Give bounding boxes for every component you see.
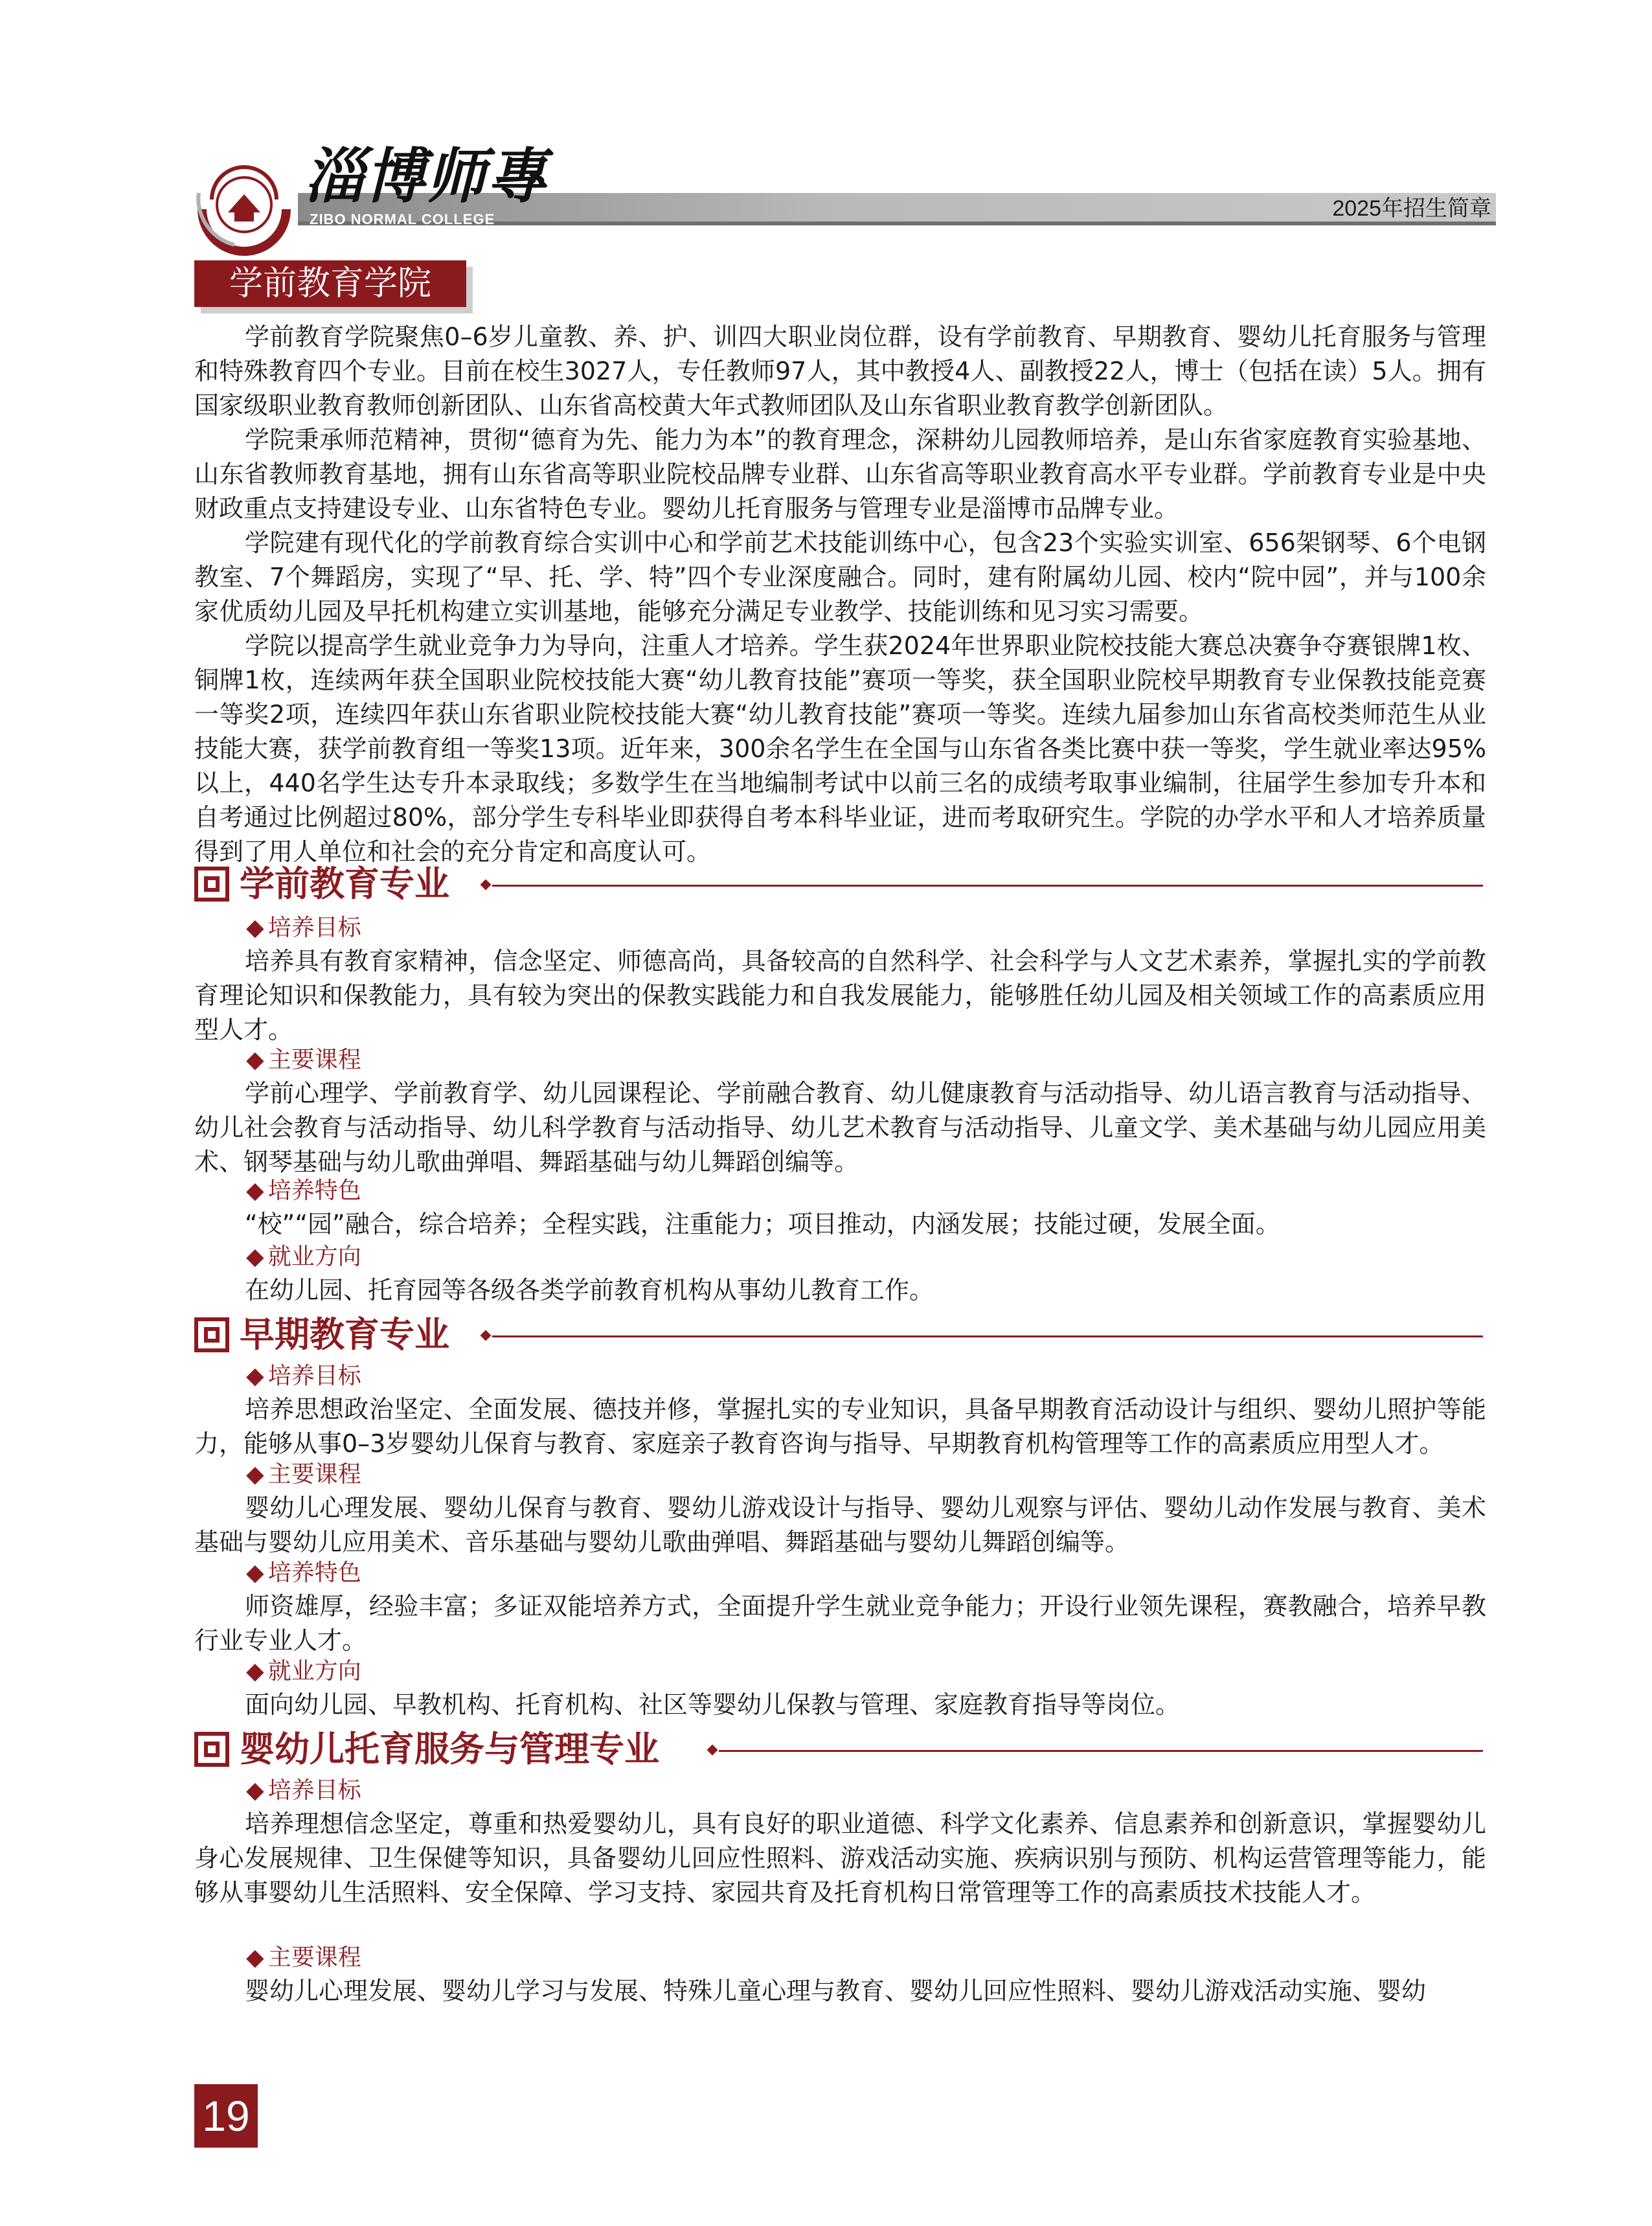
sub-heading-label: 主要课程 — [267, 1944, 361, 1971]
diamond-bullet-icon: ◆ — [246, 1047, 264, 1073]
sub-heading — [246, 1557, 361, 1589]
section-square-icon — [194, 867, 229, 902]
diamond-bullet-icon: ◆ — [246, 1461, 264, 1488]
sub-heading — [246, 1360, 361, 1392]
section-square-icon — [194, 1317, 229, 1352]
sub-heading — [246, 1459, 361, 1491]
major-text: 在幼儿园、托育园等各级各类学前教育机构从事幼儿教育工作。 — [245, 1276, 934, 1304]
college-logo-name: 淄博师專 — [304, 141, 549, 211]
page-number-box — [194, 2084, 258, 2148]
major-text: 培养理想信念坚定，尊重和热爱婴幼儿，具有良好的职业道德、科学文化素养、信息素养和创新意识，掌握婴幼儿身心发展规律、卫生保健等知识，具备婴幼儿回应性照料、游戏活动实施、疾病识别与预防、机构运营管理等能力，能够从事婴幼儿生活照料、安全保障、学习支持、家园共育及托育机构日常管理等工作的高素质技术技能人才。 — [194, 1810, 1486, 1907]
college-title-box — [194, 260, 466, 307]
intro-paragraph-3: 学院建有现代化的学前教育综合实训中心和学前艺术技能训练中心，包含23个实验实训室、656架钢琴、6个电钢教室、7个舞蹈房，实现了“早、托、学、特”四个专业深度融合。同时，建有附属幼儿园、校内“院中园”，并与100余家优质幼儿园及早托机构建立实训基地，能够充分满足专业教学、技能训练和见习实习需要。 — [194, 528, 1486, 626]
diamond-bullet-icon: ◆ — [246, 1363, 264, 1389]
major-text: “校”“园”融合，综合培养；全程实践，注重能力；项目推动，内涵发展；技能过硬，发展全面。 — [245, 1210, 1280, 1238]
diamond-bullet-icon: ◆ — [246, 1944, 264, 1971]
major-heading-early — [194, 1315, 1483, 1356]
diamond-bullet-icon: ◆ — [246, 1777, 264, 1804]
major-text: 面向幼儿园、早教机构、托育机构、社区等婴幼儿保教与管理、家庭教育指导等岗位。 — [245, 1690, 1181, 1719]
college-title: 学前教育学院 — [229, 264, 431, 303]
college-emblem-icon — [189, 148, 299, 258]
page-number: 19 — [202, 2092, 250, 2140]
major-heading-infant-care — [194, 1729, 1483, 1771]
section-divider-line — [719, 1750, 1483, 1752]
major-title: 婴幼儿托育服务与管理专业 — [240, 1729, 659, 1769]
major-text: 婴幼儿心理发展、婴幼儿学习与发展、特殊儿童心理与教育、婴幼儿回应性照料、婴幼儿游戏活动实施、婴幼 — [245, 1977, 1427, 2005]
sub-heading — [246, 1175, 361, 1207]
document-title: 2025年招生简章 — [1332, 196, 1491, 221]
sub-heading-label: 就业方向 — [267, 1244, 361, 1270]
sub-heading — [246, 1241, 361, 1273]
sub-heading-label: 培养目标 — [267, 1363, 361, 1389]
major-text: 婴幼儿心理发展、婴幼儿保育与教育、婴幼儿游戏设计与指导、婴幼儿观察与评估、婴幼儿动作发展与教育、美术基础与婴幼儿应用美术、音乐基础与婴幼儿歌曲弹唱、舞蹈基础与婴幼儿舞蹈创编等。 — [194, 1493, 1486, 1556]
section-divider-line — [492, 1335, 1483, 1337]
sub-heading — [246, 1942, 361, 1974]
sub-heading — [246, 1775, 361, 1807]
major-text: 培养思想政治坚定、全面发展、德技并修，掌握扎实的专业知识，具备早期教育活动设计与组织、婴幼儿照护等能力，能够从事0–3岁婴幼儿保育与教育、家庭亲子教育咨询与指导、早期教育机构管理等工作的高素质应用型人才。 — [194, 1395, 1486, 1458]
diamond-bullet-icon: ◆ — [246, 1177, 264, 1204]
sub-heading-label: 主要课程 — [267, 1461, 361, 1488]
diamond-bullet-icon: ◆ — [246, 914, 264, 941]
sub-heading-label: 培养特色 — [267, 1177, 361, 1204]
major-text: 学前心理学、学前教育学、幼儿园课程论、学前融合教育、幼儿健康教育与活动指导、幼儿语言教育与活动指导、幼儿社会教育与活动指导、幼儿科学教育与活动指导、幼儿艺术教育与活动指导、儿童文学、美术基础与幼儿园应用美术、钢琴基础与幼儿歌曲弹唱、舞蹈基础与幼儿舞蹈创编等。 — [194, 1079, 1486, 1176]
sub-heading-label: 培养目标 — [267, 1777, 361, 1804]
major-text: 培养具有教育家精神，信念坚定、师德高尚，具备较高的自然科学、社会科学与人文艺术素养，掌握扎实的学前教育理论知识和保教能力，具有较为突出的保教实践能力和自我发展能力，能够胜任幼儿园及相关领域工作的高素质应用型人才。 — [194, 947, 1486, 1044]
intro-paragraph-2: 学院秉承师范精神，贯彻“德育为先、能力为本”的教育理念，深耕幼儿园教师培养，是山东省家庭教育实验基地、山东省教师教育基地，拥有山东省高等职业院校品牌专业群、山东省高等职业教育高水平专业群。学前教育专业是中央财政重点支持建设专业、山东省特色专业。婴幼儿托育服务与管理专业是淄博市品牌专业。 — [194, 426, 1486, 523]
college-logo-english: ZIBO NORMAL COLLEGE — [310, 211, 495, 227]
sub-heading-label: 培养特色 — [267, 1560, 361, 1586]
sub-heading-label: 主要课程 — [267, 1047, 361, 1073]
sub-heading — [246, 1655, 361, 1688]
diamond-bullet-icon: ◆ — [246, 1560, 264, 1586]
sub-heading — [246, 912, 361, 944]
major-title: 学前教育专业 — [240, 863, 449, 904]
page-header — [0, 0, 1652, 246]
diamond-bullet-icon: ◆ — [246, 1658, 264, 1685]
major-text: 师资雄厚，经验丰富；多证双能培养方式，全面提升学生就业竞争能力；开设行业领先课程，赛教融合，培养早教行业专业人才。 — [194, 1592, 1486, 1655]
sub-heading-label: 培养目标 — [267, 914, 361, 941]
section-divider-line — [492, 885, 1483, 887]
intro-paragraph-1: 学前教育学院聚焦0–6岁儿童教、养、护、训四大职业岗位群，设有学前教育、早期教育、婴幼儿托育服务与管理和特殊教育四个专业。目前在校生3027人，专任教师97人，其中教授4人、副教授22人，博士（包括在读）5人。拥有国家级职业教育教师创新团队、山东省高校黄大年式教师团队及山东省职业教育教学创新团队。 — [194, 323, 1486, 420]
sub-heading — [246, 1044, 361, 1076]
major-heading-preschool — [194, 864, 1483, 905]
section-square-icon — [194, 1732, 229, 1767]
diamond-bullet-icon: ◆ — [246, 1244, 264, 1270]
sub-heading-label: 就业方向 — [267, 1658, 361, 1685]
intro-paragraph-4: 学院以提高学生就业竞争力为导向，注重人才培养。学生获2024年世界职业院校技能大赛总决赛争夺赛银牌1枚、铜牌1枚，连续两年获全国职业院校技能大赛“幼儿教育技能”赛项一等奖，获全国职业院校早期教育专业保教技能竞赛一等奖2项，连续四年获山东省职业院校技能大赛“幼儿教育技能”赛项一等奖。连续九届参加山东省高校类师范生从业技能大赛，获学前教育组一等奖13项。近年来，300余名学生在全国与山东省各类比赛中获一等奖，学生就业率达95%以上，440名学生达专升本录取线；多数学生在当地编制考试中以前三名的成绩考取事业编制，往届学生参加专升本和自考通过比例超过80%，部分学生专科毕业即获得自考本科毕业证，进而考取研究生。学院的办学水平和人才培养质量得到了用人单位和社会的充分肯定和高度认可。 — [194, 631, 1486, 866]
major-title: 早期教育专业 — [240, 1314, 449, 1355]
